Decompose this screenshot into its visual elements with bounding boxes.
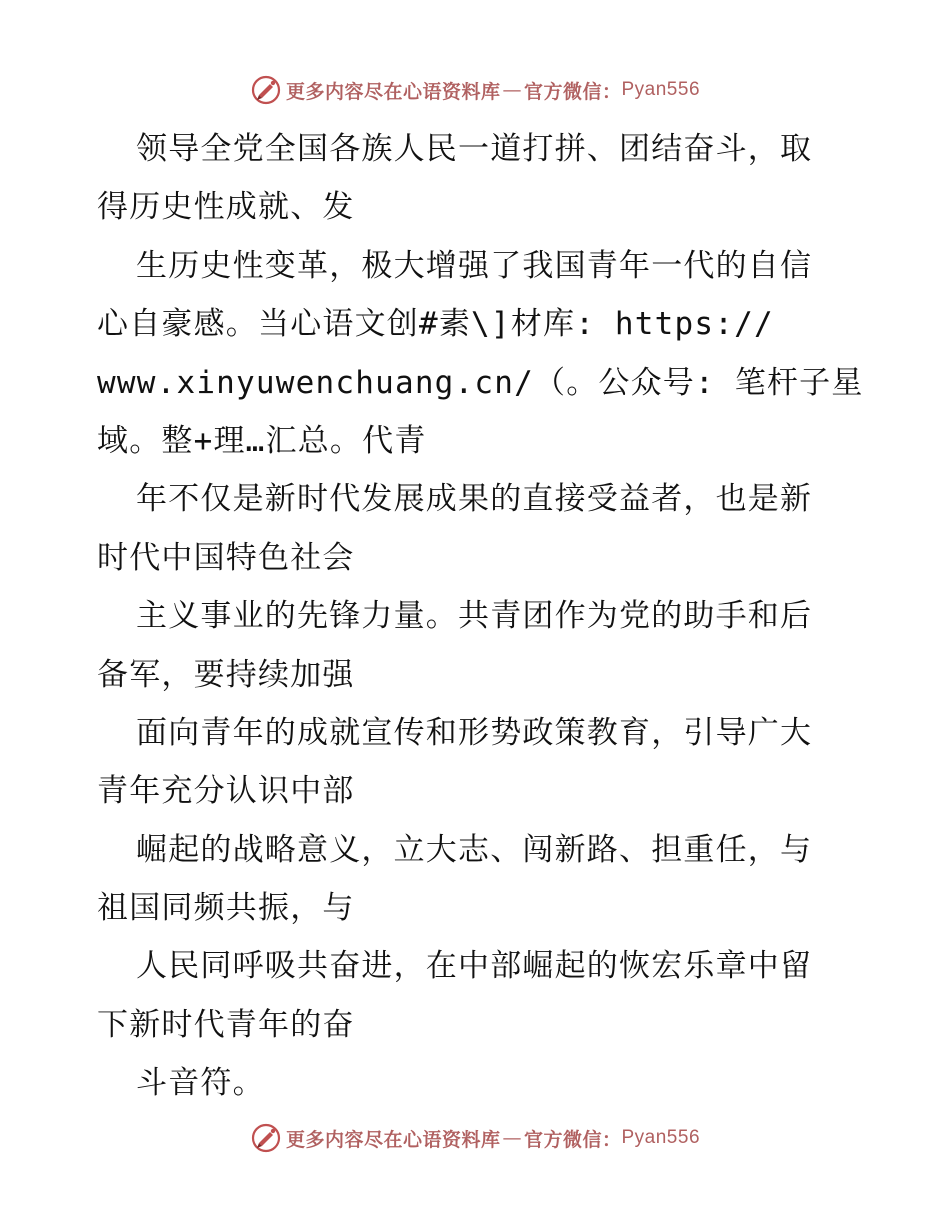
body-line: 得历史性成就、发 <box>97 189 355 226</box>
footer-banner-text: 更多内容尽在心语资料库 <box>285 1128 501 1151</box>
body-line: 下新时代青年的奋 <box>97 1006 355 1043</box>
document-body <box>97 120 864 1113</box>
body-line: 领导全党全国各族人民一道打拼、团结奋斗，取 <box>136 131 813 167</box>
body-line: 崛起的战略意义，立大志、闯新路、担重任，与 <box>136 831 813 868</box>
footer-wechat-id: Pyan556 <box>621 1127 701 1148</box>
body-line: 祖国同频共振，与 <box>97 890 355 927</box>
body-line: 域。整+理…汇总。代青 <box>97 422 427 459</box>
body-line: 斗音符。 <box>136 1065 265 1102</box>
body-line: www.xinyuwenchuang.cn/（。公众号: 笔杆子星 <box>97 364 864 401</box>
header-banner-text: 更多内容尽在心语资料库 <box>285 80 501 103</box>
body-line: 青年充分认识中部 <box>97 773 355 810</box>
body-line: 时代中国特色社会 <box>97 539 355 576</box>
body-line: 人民同呼吸共奋进，在中部崛起的恢宏乐章中留 <box>136 948 813 985</box>
footer-banner-separator: — <box>502 1127 522 1149</box>
brand-logo-icon <box>250 1122 282 1154</box>
body-line: 主义事业的先锋力量。共青团作为党的助手和后 <box>136 598 813 635</box>
header-wechat-label: 官方微信： <box>523 80 622 103</box>
body-line: 备军，要持续加强 <box>97 656 355 693</box>
brand-logo-icon <box>250 74 282 106</box>
body-line: 年不仅是新时代发展成果的直接受益者，也是新 <box>136 481 813 518</box>
header-banner-separator: — <box>502 79 522 101</box>
body-line: 面向青年的成就宣传和形势政策教育，引导广大 <box>136 714 813 751</box>
header-banner <box>0 73 950 107</box>
footer-wechat-label: 官方微信： <box>523 1128 622 1151</box>
body-line: 心自豪感。当心语文创#素\]材库: https:// <box>97 306 774 343</box>
header-wechat-id: Pyan556 <box>621 79 701 100</box>
body-line: 生历史性变革，极大增强了我国青年一代的自信 <box>136 247 813 284</box>
footer-banner <box>0 1121 950 1155</box>
